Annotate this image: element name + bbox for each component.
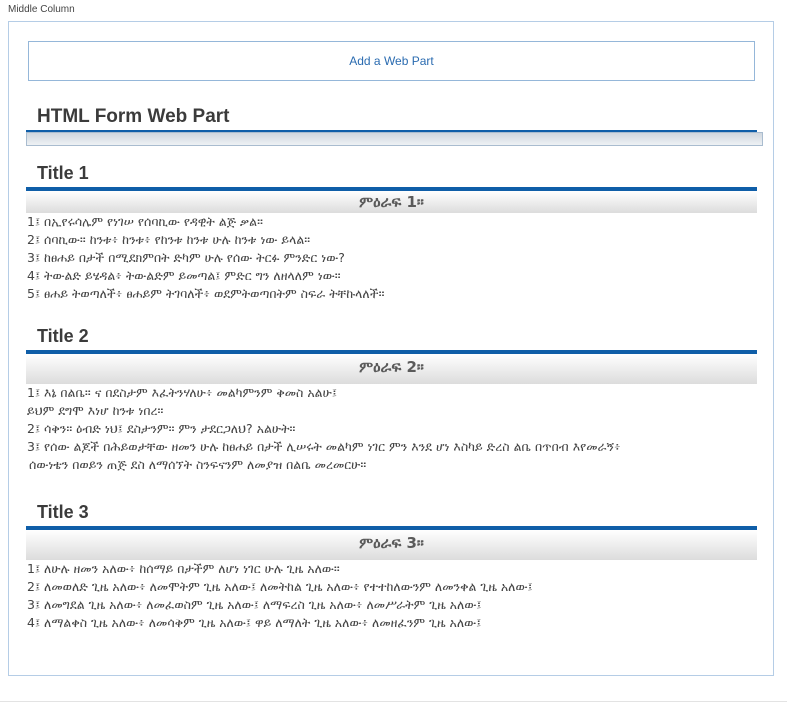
add-web-part-button[interactable]: Add a Web Part xyxy=(28,41,755,81)
verse-line: 3፤ ለመግደል ጊዜ አለው፥ ለመፈወስም ጊዜ አለው፤ ለማፍረስ ጊዜ አለው፥ ለመሥራትም ጊዜ አለው፤ xyxy=(27,597,482,612)
chapter-header: ምዕራፍ 2። xyxy=(26,354,757,384)
verse-list xyxy=(26,560,757,632)
chapter-header: ምዕራፍ 3። xyxy=(26,530,757,560)
verse-line: ይህም ደግሞ እነሆ ከንቱ ነበረ። xyxy=(27,403,164,418)
verse-line: 4፤ ለማልቀስ ጊዜ አለው፥ ለመሳቅም ጊዜ አለው፤ ዋይ ለማለት ጊዜ አለው፥ ለመዘፈንም ጊዜ አለው፤ xyxy=(27,615,482,630)
zone-label: Middle Column xyxy=(8,4,75,15)
verse-line: 5፤ ፀሐይ ትወጣለች፥ ፀሐይም ትገባለች፥ ወደምትወጣበትም ስፍራ ትቸኩላለች። xyxy=(27,286,385,301)
verse-line: 1፤ በኢየሩሳሌም የነገሠ የሰባኪው የዳዊት ልጅ ቃል። xyxy=(27,214,263,229)
verse-line: 1፤ ለሁሉ ዘመን አለው፥ ከሰማይ በታችም ለሆነ ነገር ሁሉ ጊዜ አለው። xyxy=(27,561,340,576)
verse-line: 3፤ ከፀሐይ በታች በሚደክምበት ድካም ሁሉ የሰው ትርፉ ምንድር ነው? xyxy=(27,250,345,265)
page-bottom-divider xyxy=(0,701,787,702)
middle-column-zone xyxy=(8,21,774,676)
web-part-title: HTML Form Web Part xyxy=(37,106,230,127)
section-title: Title 1 xyxy=(37,163,89,183)
verse-list xyxy=(26,213,757,303)
section-title: Title 2 xyxy=(37,326,89,346)
verse-line: 4፤ ትውልድ ይሄዳል፥ ትውልድም ይመጣል፤ ምድር ግን ለዘላለም ነው። xyxy=(27,268,341,283)
verse-line: 2፤ ለመወለድ ጊዜ አለው፥ ለመሞትም ጊዜ አለው፤ ለመትከል ጊዜ አለው፥ የተተከለውንም ለመንቀል ጊዜ አለው፤ xyxy=(27,579,533,594)
section-2 xyxy=(26,324,757,474)
section-3 xyxy=(26,500,757,632)
verse-line: ሰውነቴን በወይን ጠጅ ደስ ለማሰኘት ስንፍናንም ለመያዝ በልቤ መረመርሁ። xyxy=(29,457,367,472)
verse-line: 2፤ ሳቅን። ዕብድ ነህ፤ ደስታንም። ምን ታደርጋለህ? አልሁት። xyxy=(27,421,296,436)
verse-line: 1፤ እኔ በልቤ። ና በደስታም እፈትንሃለሁ፥ መልካምንም ቅመስ አልሁ፤ xyxy=(27,385,337,400)
section-title: Title 3 xyxy=(37,502,89,522)
section-1 xyxy=(26,161,757,303)
verse-line: 2፤ ሰባኪው። ከንቱ፥ ከንቱ፥ የከንቱ ከንቱ ሁሉ ከንቱ ነው ይላል። xyxy=(27,232,311,247)
verse-line: 3፤ የሰው ልጆች በሕይወታቸው ዘመን ሁሉ ከፀሐይ በታች ሊሠሩት መልካም ነገር ምን እንደ ሆነ እስካይ ድረስ ልቤ በጥበብ እየመራኝ፥ xyxy=(27,439,621,454)
chapter-header: ምዕራፍ 1። xyxy=(26,191,757,213)
verse-list xyxy=(26,384,757,474)
html-form-area[interactable] xyxy=(26,132,763,146)
